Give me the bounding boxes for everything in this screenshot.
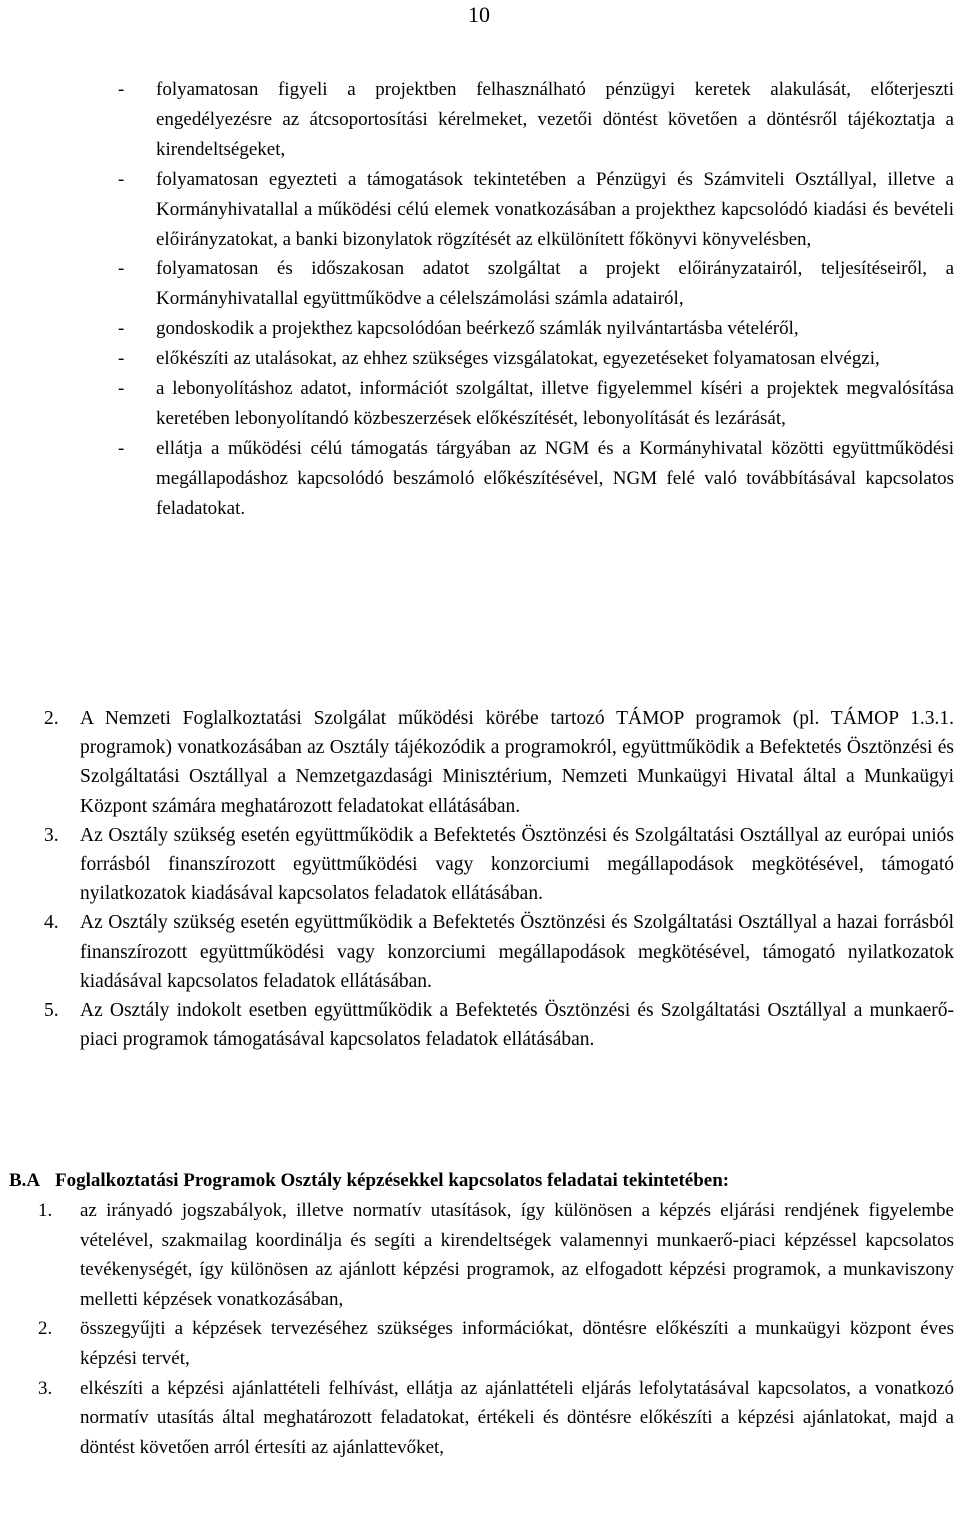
list-marker: -: [118, 168, 125, 190]
numbered-item: [0, 908, 960, 996]
numbered-item: [0, 996, 960, 1054]
item-number: 3.: [44, 824, 59, 846]
list-item: [0, 374, 960, 434]
numbered-item-text: elkészíti a képzési ajánlattételi felhívást, ellátja az ajánlattételi eljárás lefolytatásával kapcsolatos, a vonatkozó normatív utasítás által meghatározott feladatokat, értékeli és döntésre előkészíti a képzési ajánlatokat, majd a döntést követően arról értesíti az ajánlattevőket,: [80, 1377, 954, 1458]
numbered-item: [0, 1314, 960, 1373]
item-number: 5.: [44, 1000, 59, 1022]
numbered-item-text: A Nemzeti Foglalkoztatási Szolgálat működési körébe tartozó TÁMOP programok (pl. TÁMOP 1.3.1. programok) vonatkozásában az Osztály tájékozódik a programokról, együttműködik a Befektetés Ösztönzési és Szolgáltatási Osztállyal a Nemzetgazdasági Minisztérium, Nemzeti Munkaügyi Hivatal által a Munkaügyi Központ számára meghatározott feladatokat ellátásában.: [80, 708, 954, 817]
item-number: 3.: [38, 1377, 53, 1399]
dash-list: [0, 75, 960, 524]
section-b-list: [0, 1196, 960, 1462]
item-number: 4.: [44, 912, 59, 934]
section-id: B.A: [9, 1170, 41, 1191]
numbered-item-text: összegyűjti a képzések tervezéséhez szükséges információkat, döntésre előkészíti a munkaügyi központ éves képzési tervét,: [80, 1318, 954, 1369]
list-item: [0, 344, 960, 374]
numbered-item-text: Az Osztály szükség esetén együttműködik a Befektetés Ösztönzési és Szolgáltatási Osztállyal a hazai forrásból finanszírozott együttműködési vagy konzorciumi megállapodások megkötésével, támogató nyilatkozatok kiadásával kapcsolatos feladatok ellátásában.: [80, 912, 954, 992]
list-item-text: ellátja a működési célú támogatás tárgyában az NGM és a Kormányhivatal közötti együttműködési megállapodáshoz kapcsolódó beszámoló előkészítésével, NGM felé való továbbításával kapcsolatos feladatokat.: [156, 437, 954, 519]
list-item: [0, 254, 960, 314]
list-item-text: folyamatosan egyezteti a támogatások tekintetében a Pénzügyi és Számviteli Osztállyal, illetve a Kormányhivatallal a működési célú elemek vonatkozásában a projekthez kapcsolódó kiadási és bevételi előirányzatokat, a banki bizonylatok rögzítését az elkülönített főkönyvi könyvelésben,: [156, 168, 954, 250]
numbered-item: [0, 704, 960, 821]
list-item: [0, 165, 960, 255]
numbered-item-text: Az Osztály indokolt esetben együttműködik a Befektetés Ösztönzési és Szolgáltatási Osztállyal a munkaerő-piaci programok támogatásával kapcsolatos feladatok ellátásában.: [80, 1000, 954, 1051]
list-marker: -: [118, 258, 125, 280]
list-item: [0, 434, 960, 524]
list-item-text: a lebonyolításhoz adatot, információt szolgáltat, illetve figyelemmel kíséri a projektek megvalósítása keretében lebonyolítandó közbeszerzések előkészítését, lebonyolítását és lezárását,: [156, 378, 954, 429]
item-number: 2.: [44, 708, 59, 729]
numbered-item-text: Az Osztály szükség esetén együttműködik a Befektetés Ösztönzési és Szolgáltatási Osztállyal az európai uniós forrásból finanszírozott együttműködési vagy konzorciumi megállapodások megkötésével, támogató nyilatkozatok kiadásával kapcsolatos feladatok ellátásában.: [80, 824, 954, 905]
numbered-item: [0, 821, 960, 909]
numbered-item: [0, 1374, 960, 1463]
item-number: 1.: [38, 1200, 53, 1221]
list-item: [0, 314, 960, 344]
list-item-text: előkészíti az utalásokat, az ehhez szükséges vizsgálatokat, egyezetéseket folyamatosan elvégzi,: [156, 348, 880, 370]
list-marker: -: [118, 378, 125, 400]
list-item-text: folyamatosan figyeli a projektben felhasználható pénzügyi keretek alakulását, előterjeszti engedélyezésre az átcsoportosítási kérelmeket, vezetői döntést követően a döntésről tájékoztatja a kirendeltségeket,: [156, 79, 954, 160]
list-marker: -: [118, 79, 125, 100]
list-item: [0, 75, 960, 165]
section-title: Foglalkoztatási Programok Osztály képzésekkel kapcsolatos feladatai tekintetében:: [55, 1170, 730, 1191]
page-number: 10: [468, 2, 490, 27]
list-item-text: gondoskodik a projekthez kapcsolódóan beérkező számlák nyilvántartásba vételéről,: [156, 318, 799, 340]
numbered-list: [0, 704, 960, 1054]
item-number: 2.: [38, 1318, 53, 1340]
numbered-item: [0, 1196, 960, 1314]
list-marker: -: [118, 318, 125, 340]
list-marker: -: [118, 348, 125, 370]
list-marker: -: [118, 437, 125, 459]
numbered-item-text: az irányadó jogszabályok, illetve normatív utasítások, így különösen a képzés eljárási rendjének figyelembe vételével, szakmailag koordinálja és segíti a kirendeltségek valamennyi munkaerő-piaci képzéssel kapcsolatos tevékenységét, így különösen az ajánlott képzési programok, az elfogadott képzési programok, a munkaviszony melletti képzések vonatkozásában,: [80, 1200, 954, 1310]
list-item-text: folyamatosan és időszakosan adatot szolgáltat a projekt előirányzatairól, teljesítéseiről, a Kormányhivatallal együttműködve a célelszámolási számla adatairól,: [156, 258, 954, 310]
